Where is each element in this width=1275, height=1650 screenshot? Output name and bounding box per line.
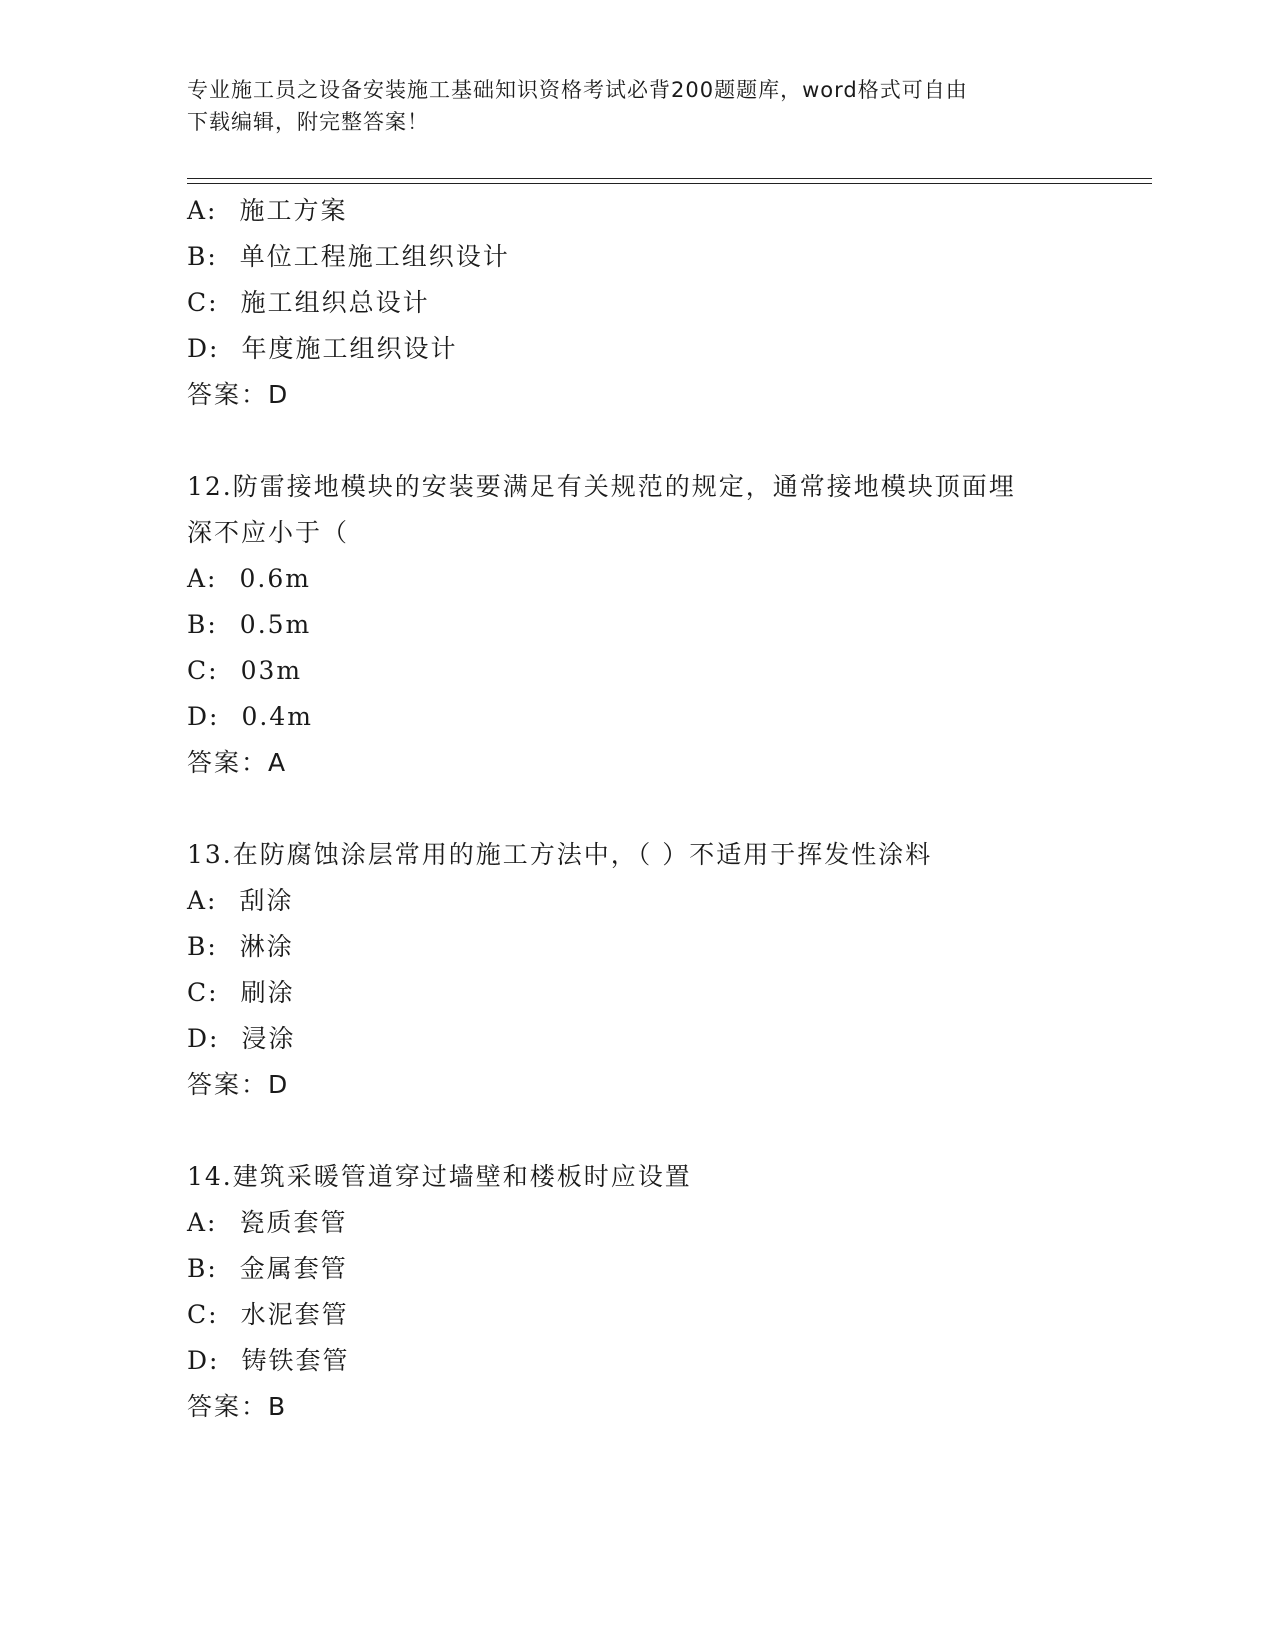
question-list — [187, 188, 1087, 1430]
answer-line: 答案：D — [187, 1070, 290, 1099]
option-d: D: 铸铁套管 — [187, 1346, 350, 1375]
answer-line: 答案：B — [187, 1392, 288, 1421]
question-11 — [187, 188, 1087, 418]
header-line-1: 专业施工员之设备安装施工基础知识资格考试必背200题题库，word格式可自由 — [187, 78, 968, 102]
option-c: C: 水泥套管 — [187, 1300, 349, 1329]
option-c: C: 施工组织总设计 — [187, 288, 430, 317]
header-divider-bottom — [187, 183, 1152, 184]
question-13 — [187, 832, 1087, 1108]
option-c: C: 刷涂 — [187, 978, 295, 1007]
question-stem: 14.建筑采暖管道穿过墙壁和楼板时应设置 — [187, 1162, 692, 1191]
option-a: A: 瓷质套管 — [187, 1208, 348, 1237]
header-line-2: 下载编辑，附完整答案！ — [187, 110, 429, 134]
option-b: B: 0.5m — [187, 610, 312, 639]
option-a: A: 刮涂 — [187, 886, 294, 915]
answer-line: 答案：A — [187, 748, 288, 777]
option-d: D: 年度施工组织设计 — [187, 334, 458, 363]
document-header — [187, 74, 1067, 138]
question-stem-continued: 深不应小于（ — [187, 518, 350, 547]
header-divider-top — [187, 178, 1152, 179]
question-14 — [187, 1154, 1087, 1430]
answer-line: 答案：D — [187, 380, 290, 409]
option-a: A: 0.6m — [187, 564, 311, 593]
option-b: B: 淋涂 — [187, 932, 294, 961]
option-a: A: 施工方案 — [187, 196, 348, 225]
option-d: D: 浸涂 — [187, 1024, 296, 1053]
option-b: B: 单位工程施工组织设计 — [187, 242, 510, 271]
question-stem: 13.在防腐蚀涂层常用的施工方法中，（ ）不适用于挥发性涂料 — [187, 840, 933, 869]
option-c: C: 03m — [187, 656, 303, 685]
question-stem: 12.防雷接地模块的安装要满足有关规范的规定，通常接地模块顶面埋 — [187, 472, 1016, 501]
question-12 — [187, 464, 1087, 786]
option-b: B: 金属套管 — [187, 1254, 348, 1283]
option-d: D: 0.4m — [187, 702, 313, 731]
